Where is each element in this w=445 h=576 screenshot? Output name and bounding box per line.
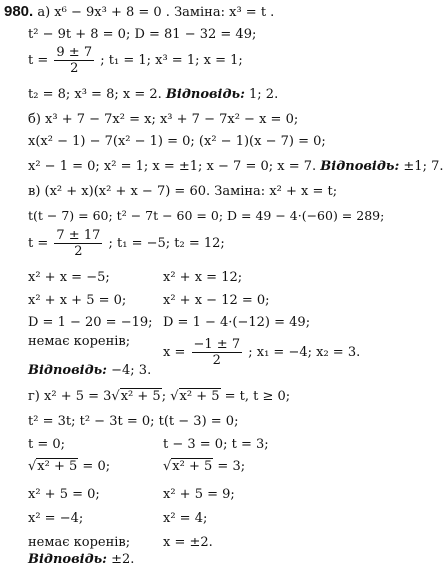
line-g2-left: t = 0;: [28, 437, 66, 452]
answer-value: 1; 2.: [244, 87, 279, 102]
line-g4-left: x² + 5 = 0;: [28, 487, 100, 502]
line-v7: [28, 363, 151, 379]
frac-num: 9 ± 7: [56, 45, 93, 60]
answer-label: Відповідь:: [165, 87, 245, 102]
radicand: x² + 5: [37, 459, 78, 474]
text-b2: x² − 1 = 0; x² = 1; x = ±1; x − 7 = 0; x = 7.: [28, 159, 317, 174]
text-g3-left: = 0;: [78, 459, 111, 474]
answer-label: Відповідь:: [320, 159, 400, 174]
line-v4-right: x² + x − 12 = 0;: [163, 293, 270, 308]
fraction-v2: [54, 228, 102, 259]
text-a2-lhs: t =: [28, 53, 49, 68]
text-a2-rhs: ; t₁ = 1; x³ = 1; x = 1;: [100, 53, 243, 68]
line-g1: t² = 3t; t² − 3t = 0; t(t − 3) = 0;: [28, 414, 239, 429]
sqrt-icon: √: [163, 459, 172, 474]
text-g0-mid: ;: [161, 389, 171, 404]
line-b0: б) x³ + 7 − 7x² = x; x³ + 7 − 7x² − x = 0;: [28, 112, 299, 127]
radicand: x² + 5: [172, 459, 213, 474]
radicand: x² + 5: [179, 389, 220, 404]
answer-value: −4; 3.: [106, 363, 152, 378]
line-g7: [28, 552, 134, 568]
line-g2-right: t − 3 = 0; t = 3;: [163, 437, 269, 452]
line-g5-left: x² = −4;: [28, 511, 84, 526]
line-g3-right: [163, 459, 245, 475]
line-b2: [28, 159, 444, 175]
frac-den: 2: [74, 244, 83, 259]
frac-den: 2: [70, 61, 79, 76]
sqrt-icon: √: [111, 389, 120, 404]
sqrt-icon: √: [170, 389, 179, 404]
radicand: x² + 5: [120, 389, 161, 404]
text-v2-lhs: t =: [28, 236, 49, 251]
line-g5-right: x² = 4;: [163, 511, 208, 526]
text-v6-lhs: x =: [163, 345, 186, 360]
line-a3: [28, 87, 278, 103]
line-v5-right: D = 1 − 4·(−12) = 49;: [163, 315, 311, 330]
text-g0-pre: г) x² + 5 = 3: [28, 389, 112, 404]
text-a3: t₂ = 8; x³ = 8; x = 2.: [28, 87, 162, 102]
line-v3-left: x² + x = −5;: [28, 270, 110, 285]
line-g6-right: x = ±2.: [163, 535, 213, 550]
line-v1: t(t − 7) = 60; t² − 7t − 60 = 0; D = 49 − 4·(−60) = 289;: [28, 208, 385, 223]
text-g0-post: = t, t ≥ 0;: [220, 389, 291, 404]
line-v4-left: x² + x + 5 = 0;: [28, 293, 127, 308]
answer-value: ±1; 7.: [399, 159, 444, 174]
frac-den: 2: [212, 353, 221, 368]
line-b1: x(x² − 1) − 7(x² − 1) = 0; (x² − 1)(x − 7) = 0;: [28, 134, 326, 149]
problem-number: 980.: [4, 3, 34, 20]
line-g4-right: x² + 5 = 9;: [163, 487, 235, 502]
sqrt-icon: √: [28, 459, 37, 474]
text-v6-rhs: ; x₁ = −4; x₂ = 3.: [248, 345, 361, 360]
line-g3-left: [28, 459, 110, 475]
line-v6-right: [163, 336, 360, 370]
frac-num: −1 ± 7: [193, 337, 241, 352]
answer-label: Відповідь:: [28, 363, 107, 378]
line-a2: [28, 44, 243, 78]
fraction-v6: [192, 337, 243, 368]
line-a0: [4, 4, 274, 21]
line-v0: в) (x² + x)(x² + x − 7) = 60. Заміна: x² + x = t;: [28, 184, 338, 199]
line-v3-right: x² + x = 12;: [163, 270, 243, 285]
frac-num: 7 ± 17: [56, 228, 101, 243]
answer-value: ±2.: [106, 552, 135, 567]
answer-label: Відповідь:: [28, 552, 107, 567]
line-g0: [28, 389, 290, 405]
line-v2: [28, 227, 225, 261]
line-g6-left: немає коренів;: [28, 535, 131, 550]
text-v2-rhs: ; t₁ = −5; t₂ = 12;: [108, 236, 225, 251]
text-g3-right: = 3;: [213, 459, 246, 474]
text-a0: а) x⁶ − 9x³ + 8 = 0 . Заміна: x³ = t .: [37, 5, 275, 20]
line-v5-left: D = 1 − 20 = −19;: [28, 315, 153, 330]
line-v6-left: немає коренів;: [28, 334, 131, 349]
fraction-a2: [54, 45, 94, 76]
line-a1: t² − 9t + 8 = 0; D = 81 − 32 = 49;: [28, 27, 257, 42]
